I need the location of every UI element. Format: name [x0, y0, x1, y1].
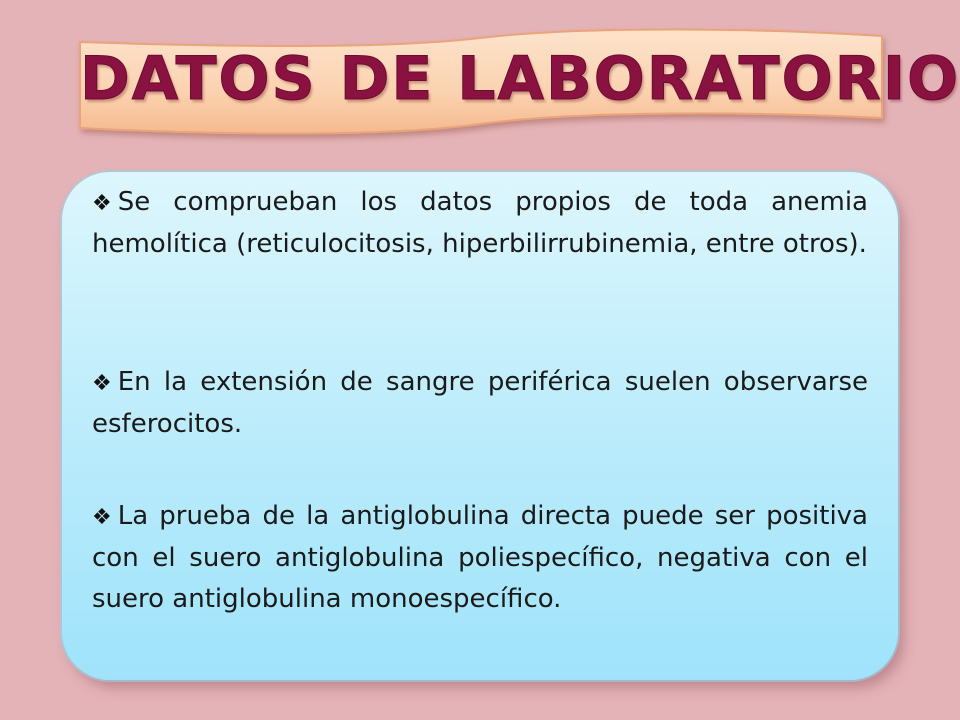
bullet-item [92, 182, 868, 265]
bullet-text: En la extensión de sangre periférica suelen observarse esferocitos. [92, 367, 868, 439]
bullet-text: La prueba de la antiglobulina directa puede ser positiva con el suero antiglobulina poliespecífico, negativa con el suero antiglobulina monoespecífico. [92, 501, 868, 614]
page-title: DATOS DE LABORATORIO [80, 44, 960, 114]
diamond-bullet-icon: ❖ [92, 191, 112, 216]
diamond-bullet-icon: ❖ [92, 371, 112, 396]
bullet-item [92, 496, 868, 620]
bullet-item [92, 362, 868, 445]
bullet-text: Se comprueban los datos propios de toda anemia hemolítica (reticulocitosis, hiperbilirrubinemia, entre otros). [92, 187, 868, 259]
diamond-bullet-icon: ❖ [92, 505, 112, 530]
